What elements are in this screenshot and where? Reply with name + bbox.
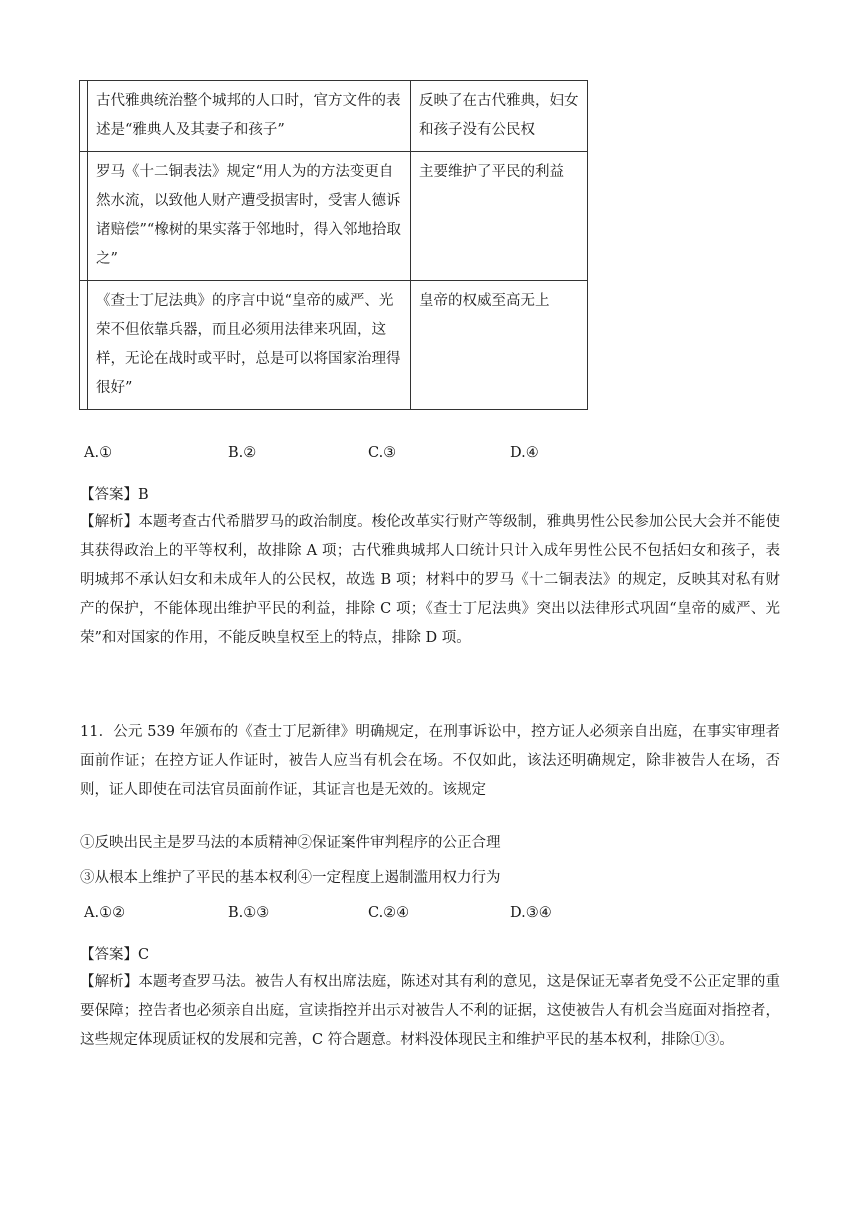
q11-answer: 【答案】C [80,947,150,963]
option-b: B.①③ [228,905,270,921]
option-b: B.② [228,445,257,461]
material-cell: 古代雅典统治整个城邦的人口时，官方文件的表述是“雅典人及其妻子和孩子” [88,81,411,152]
material-cell: 《查士丁尼法典》的序言中说“皇帝的威严、光荣不但依靠兵器，而且必须用法律来巩固，这样，无论在战时或平时，总是可以将国家治理得很好” [88,281,411,410]
option-d: D.③④ [510,905,552,921]
option-a: A.①② [84,905,126,921]
q11-statements-line-1: ①反映出民主是罗马法的本质精神②保证案件审判程序的公正合理 [80,835,501,851]
table-row [80,81,588,152]
option-d: D.④ [510,445,539,461]
q11-statements-line-2: ③从根本上维护了平民的基本权利④一定程度上遏制滥用权力行为 [80,870,501,886]
option-c: C.②④ [368,905,410,921]
q10-answer: 【答案】B [80,487,149,503]
conclusion-cell: 皇帝的权威至高无上 [411,281,588,410]
row-number-cell [80,281,88,410]
table-row [80,152,588,281]
q10-analysis: 【解析】本题考查古代希腊罗马的政治制度。梭伦改革实行财产等级制，雅典男性公民参加公民大会并不能使其获得政治上的平等权利，故排除 A 项；古代雅典城邦人口统计只计入成年男性公民不包括妇女和孩子，表明城邦不承认妇女和未成年人的公民权，故选 B 项；材料中的罗马《十二铜表法》的规定，反映其对私有财产的保护，不能体现出维护平民的利益，排除 C 项；《查士丁尼法典》突出以法律形式巩固“皇帝的威严、光荣”和对国家的作用，不能反映皇权至上的特点，排除 D 项。 [80,514,780,646]
q11-stem: 11．公元 539 年颁布的《查士丁尼新律》明确规定，在刑事诉讼中，控方证人必须亲自出庭，在事实审理者面前作证；在控方证人作证时，被告人应当有机会在场。不仅如此，该法还明确规定，除非被告人在场，否则，证人即使在司法官员面前作证，其证言也是无效的。该规定 [80,724,780,798]
option-a: A.① [84,445,113,461]
row-number-cell [80,152,88,281]
q11-analysis: 【解析】本题考查罗马法。被告人有权出席法庭，陈述对其有利的意见，这是保证无辜者免受不公正定罪的重要保障；控告者也必须亲自出庭，宣读指控并出示对被告人不利的证据，这使被告人有机会当庭面对指控者，这些规定体现质证权的发展和完善，C 符合题意。材料没体现民主和维护平民的基本权利，排除①③。 [80,974,780,1048]
material-table [79,80,588,410]
table-row [80,281,588,410]
conclusion-cell: 反映了在古代雅典，妇女和孩子没有公民权 [411,81,588,152]
option-c: C.③ [368,445,397,461]
row-number-cell [80,81,88,152]
conclusion-cell: 主要维护了平民的利益 [411,152,588,281]
material-cell: 罗马《十二铜表法》规定“用人为的方法变更自然水流，以致他人财产遭受损害时，受害人德诉诸赔偿”“橡树的果实落于邻地时，得入邻地拾取之” [88,152,411,281]
